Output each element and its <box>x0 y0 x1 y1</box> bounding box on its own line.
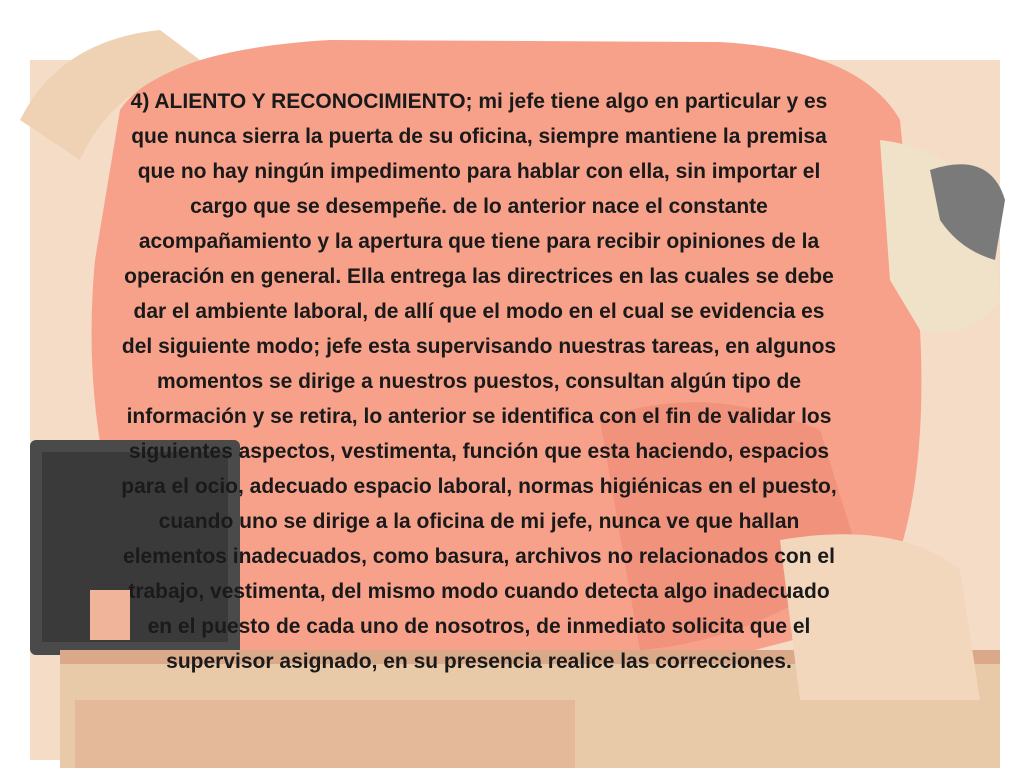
bg-desk-panel <box>75 700 575 768</box>
slide-body-text: 4) ALIENTO Y RECONOCIMIENTO; mi jefe tiene algo en particular y es que nunca sierra la puerta de su oficina, siempre mantiene la premisa que no hay ningún impedimento para hablar con ella, sin importar el cargo que se desempeñe. de lo anterior nace el constante acompañamiento y la apertura que tiene para recibir opiniones de la operación en general. Ella entrega las directrices en las cuales se debe dar el ambiente laboral, de allí que el modo en el cual se evidencia es del siguiente modo; jefe esta supervisando nuestras tareas, en algunos momentos se dirige a nuestros puestos, consultan algún tipo de información y se retira, lo anterior se identifica con el fin de validar los siguientes aspectos, vestimenta, función que esta haciendo, espacios para el ocio, adecuado espacio laboral, normas higiénicas en el puesto, cuando uno se dirige a la oficina de mi jefe, nunca ve que hallan elementos inadecuados, como basura, archivos no relacionados con el trabajo, vestimenta, del mismo modo cuando detecta algo inadecuado en el puesto de cada uno de nosotros, de inmediato solicita que el supervisor asignado, en su presencia realice las correcciones. <box>121 90 837 673</box>
